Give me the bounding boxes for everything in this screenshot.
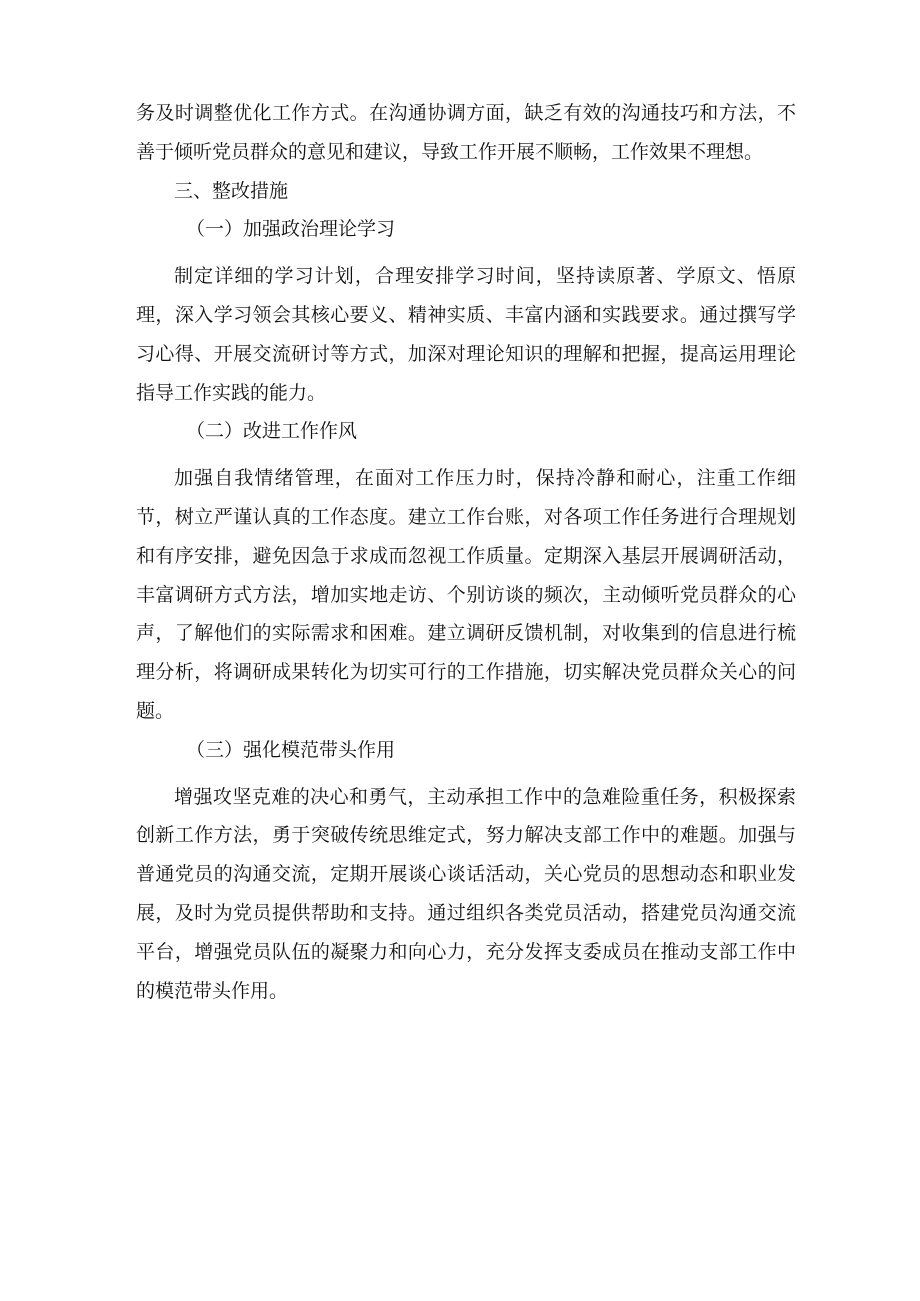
subsection-heading-1: （一）加强政治理论学习	[186, 218, 396, 241]
subsection-heading-2: （二）改进工作作风	[186, 420, 358, 443]
subsection-heading-3: （三）强化模范带头作用	[186, 738, 396, 761]
subsection-body-3: 增强攻坚克难的决心和勇气，主动承担工作中的急难险重任务，积极探索创新工作方法，勇于突破传统思维定式，努力解决支部工作中的难题。加强与普通党员的沟通交流，定期开展谈心谈话活动，关心党员的思想动态和职业发展，及时为党员提供帮助和支持。通过组织各类党员活动，搭建党员沟通交流平台，增强党员队伍的凝聚力和向心力，充分发挥支委成员在推动支部工作中的模范带头作用。	[136, 785, 796, 1002]
section-heading-rectification: 三、整改措施	[174, 179, 289, 202]
intro-paragraph: 务及时调整优化工作方式。在沟通协调方面，缺乏有效的沟通技巧和方法，不善于倾听党员群众的意见和建议，导致工作开展不顺畅，工作效果不理想。	[136, 102, 796, 163]
document-page	[136, 94, 796, 1010]
subsection-body-2: 加强自我情绪管理，在面对工作压力时，保持冷静和耐心，注重工作细节，树立严谨认真的工作态度。建立工作台账，对各项工作任务进行合理规划和有序安排，避免因急于求成而忽视工作质量。定期深入基层开展调研活动，丰富调研方式方法，增加实地走访、个别访谈的频次，主动倾听党员群众的心声，了解他们的实际需求和困难。建立调研反馈机制，对收集到的信息进行梳理分析，将调研成果转化为切实可行的工作措施，切实解决党员群众关心的问题。	[136, 467, 796, 722]
subsection-body-1: 制定详细的学习计划，合理安排学习时间，坚持读原著、学原文、悟原理，深入学习领会其核心要义、精神实质、丰富内涵和实践要求。通过撰写学习心得、开展交流研讨等方式，加深对理论知识的理解和把握，提高运用理论指导工作实践的能力。	[136, 265, 796, 404]
